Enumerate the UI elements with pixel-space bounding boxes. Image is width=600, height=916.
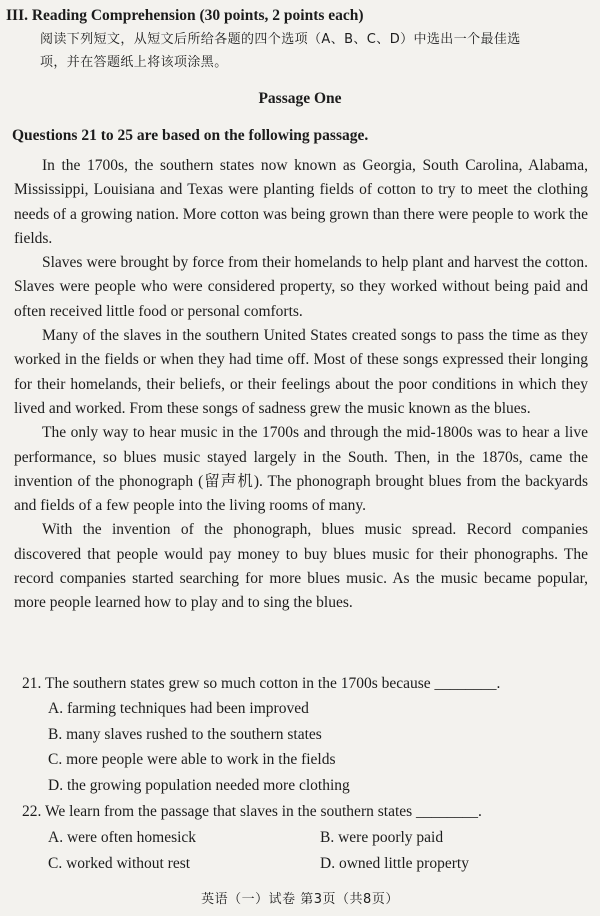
- section-instruction-line1: 阅读下列短文，从短文后所给各题的四个选项（A、B、C、D）中选出一个最佳选: [40, 32, 521, 47]
- question-21-option-b: B. many slaves rushed to the southern states: [48, 726, 322, 743]
- passage-paragraph: In the 1700s, the southern states now known as Georgia, South Carolina, Alabama, Mississippi, Louisiana and Texas were planting fields of cotton to try to meet the clothing needs of a growing nation. More cotton was being grown than there were people to work the fields.: [14, 157, 588, 247]
- question-22-option-c: C. worked without rest: [48, 855, 191, 872]
- passage-paragraph: With the invention of the phonograph, blues music spread. Record companies discovered that people would pay money to buy blues music for their phonographs. The record companies started searching for more blues music. As the music became popular, more people learned how to play and to sing the blues.: [14, 521, 588, 612]
- question-21-stem: 21. The southern states grew so much cotton in the 1700s because ________.: [22, 675, 501, 692]
- passage-title: Passage One: [258, 90, 342, 107]
- section-heading: III. Reading Comprehension (30 points, 2 points each): [6, 7, 364, 24]
- passage-paragraph: Many of the slaves in the southern United States created songs to pass the time as they worked in the fields or when they had time off. Most of these songs expressed their longing for their homelands, their beliefs, or their feelings about the poor conditions in which they lived and worked. From these songs of sadness grew the music known as the blues.: [14, 327, 588, 417]
- question-22-stem: 22. We learn from the passage that slaves in the southern states ________.: [22, 803, 482, 820]
- question-22-option-b: B. were poorly paid: [320, 829, 444, 846]
- passage-paragraph: Slaves were brought by force from their homelands to help plant and harvest the cotton. Slaves were people who were considered property, so they worked without being paid and often received little food or personal comforts.: [14, 254, 588, 320]
- question-21-option-c: C. more people were able to work in the fields: [48, 751, 336, 768]
- question-22-option-d: D. owned little property: [320, 855, 469, 872]
- question-21-option-a: A. farming techniques had been improved: [48, 700, 309, 717]
- questions-intro: Questions 21 to 25 are based on the following passage.: [12, 127, 369, 144]
- passage-paragraph: The only way to hear music in the 1700s and through the mid-1800s was to hear a live performance, so blues music stayed largely in the South. Then, in the 1870s, came the invention of the phonograph (留声机). The phonograph brought blues from the backyards and fields of a few people into the living rooms of many.: [14, 424, 588, 515]
- question-21-option-d: D. the growing population needed more clothing: [48, 777, 350, 794]
- question-22-option-a: A. were often homesick: [48, 829, 197, 846]
- passage-body: [14, 154, 588, 616]
- page-footer: 英语（一）试卷 第3页（共8页）: [201, 892, 399, 907]
- section-instruction-line2: 项，并在答题纸上将该项涂黑。: [40, 55, 228, 70]
